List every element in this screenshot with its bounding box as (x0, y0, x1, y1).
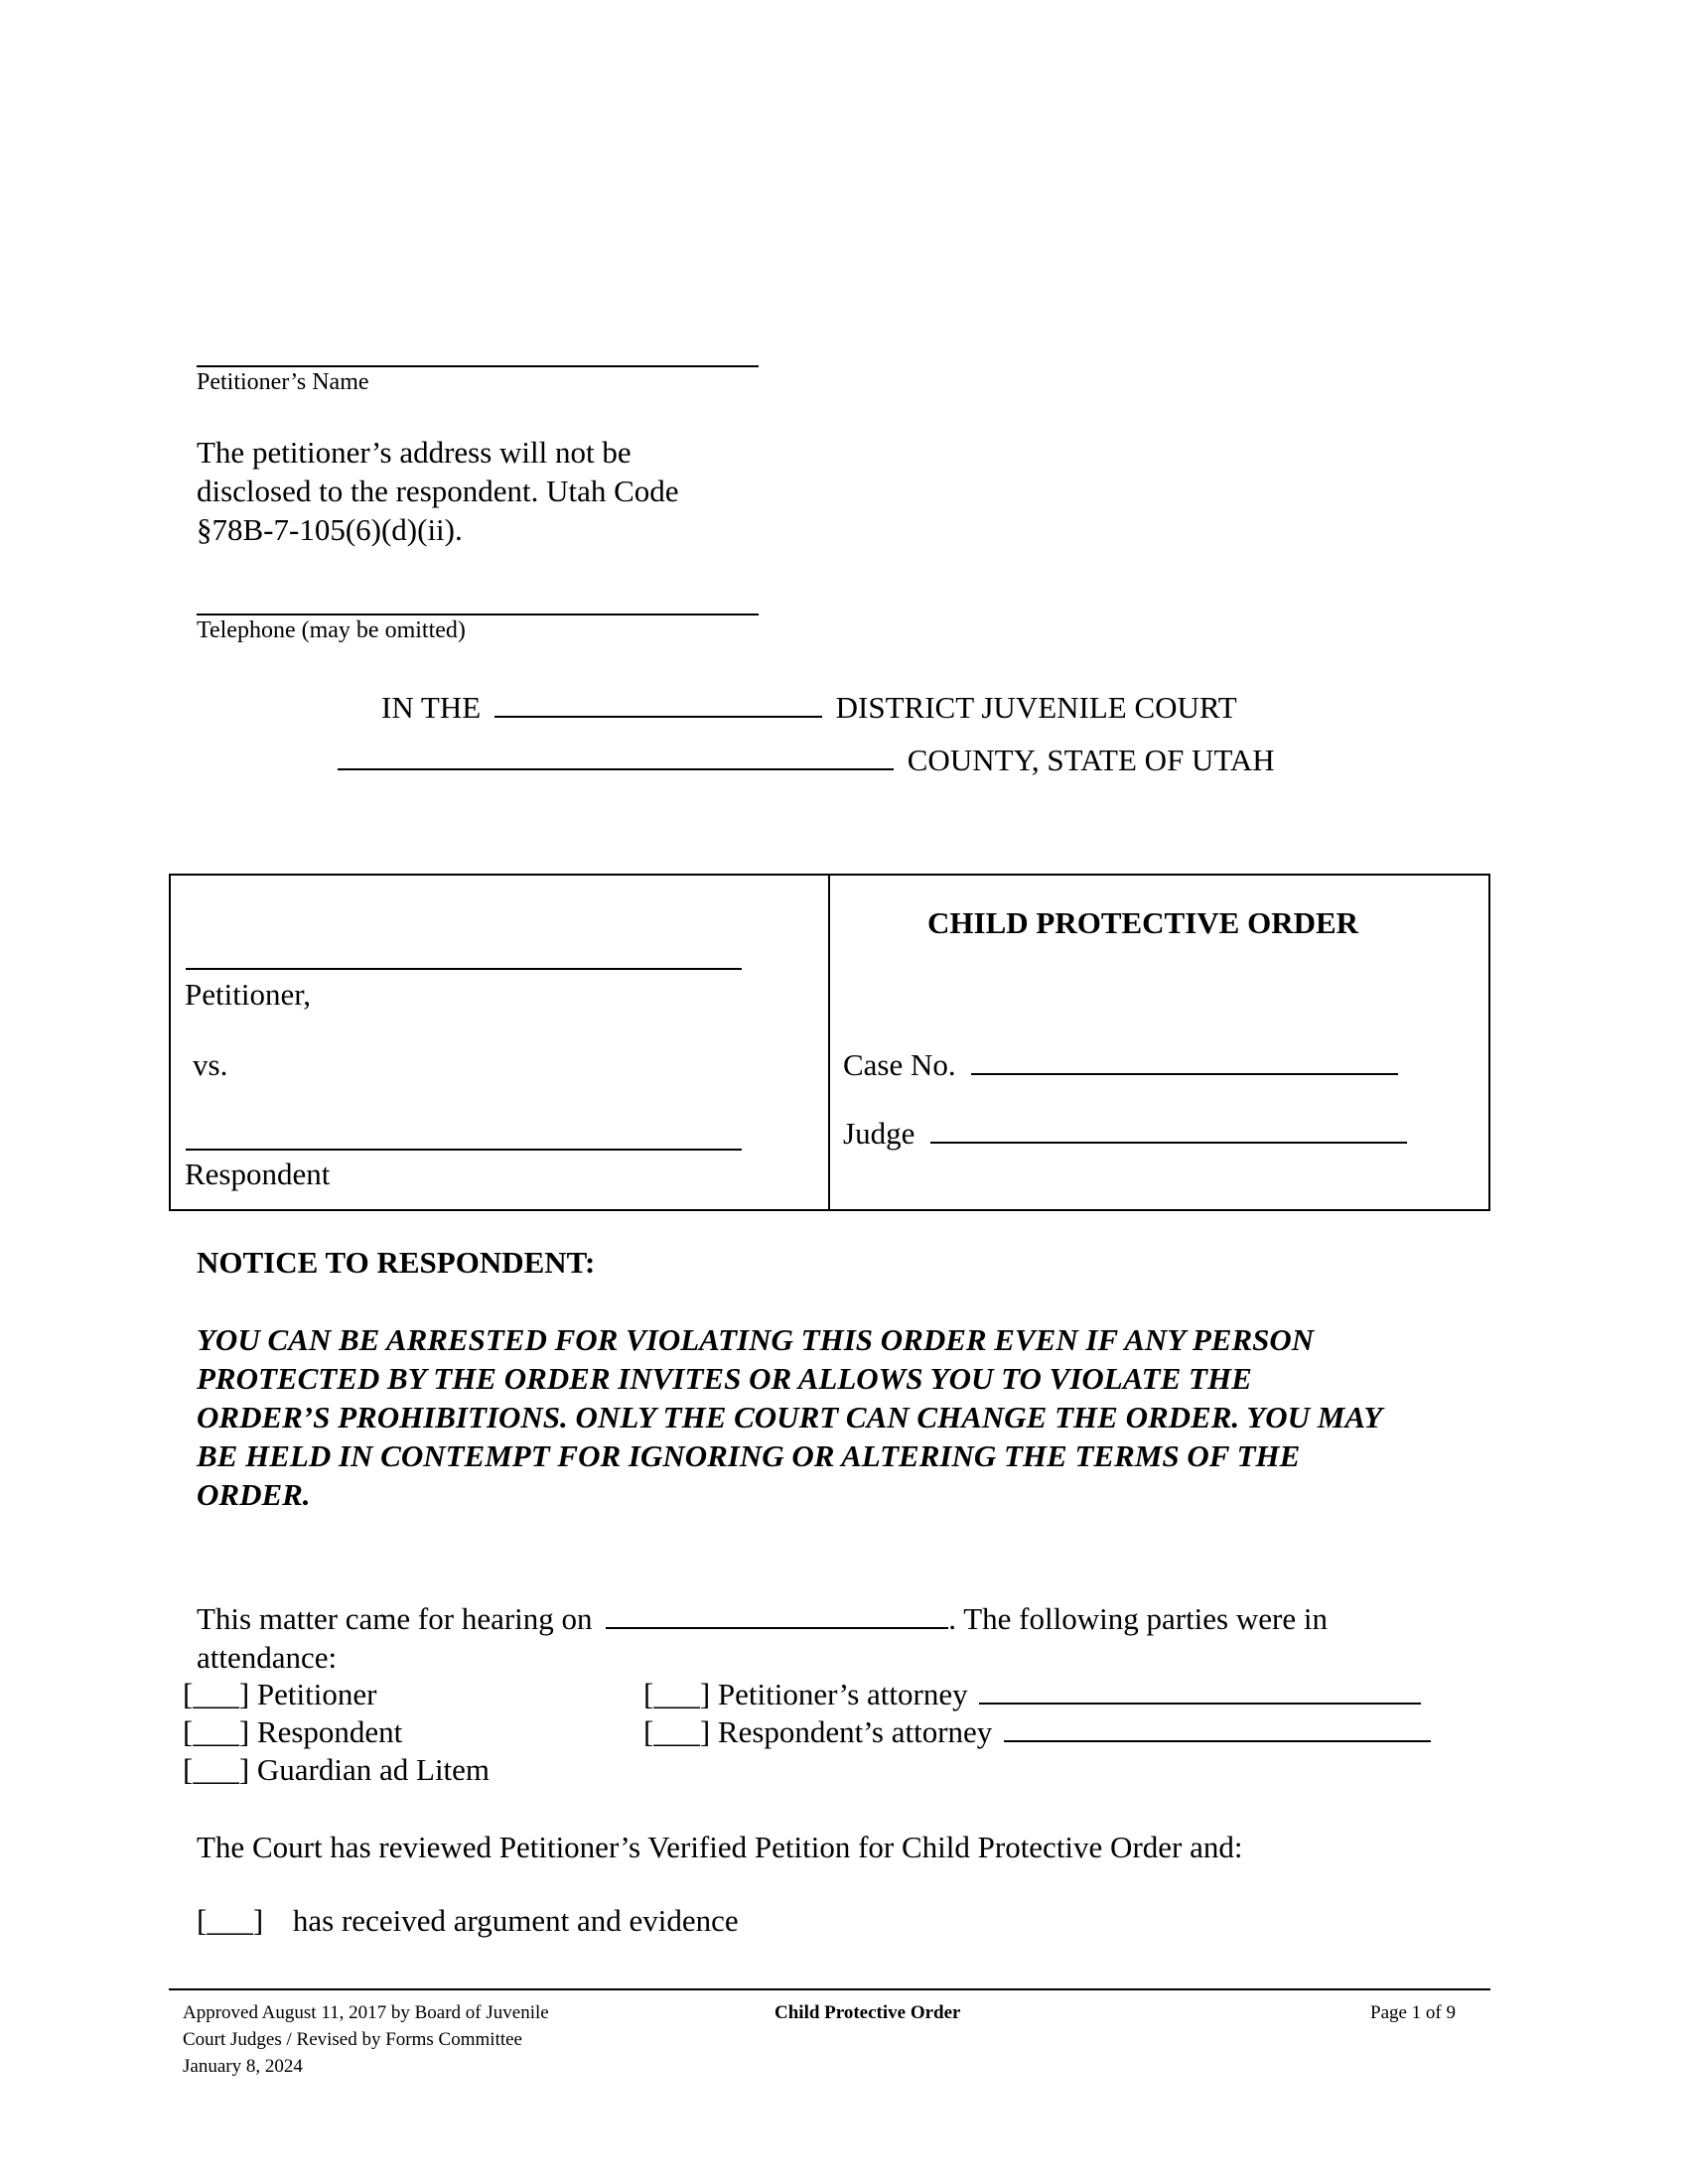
petitioner-caption-line[interactable] (186, 968, 742, 970)
respondent-caption-label: Respondent (185, 1157, 331, 1191)
checkbox[interactable]: [___] (643, 1677, 711, 1711)
attendee-label: Guardian ad Litem (256, 1752, 491, 1787)
address-notice (197, 433, 679, 549)
footer-rule (169, 1988, 1490, 1990)
review-option-argument-evidence[interactable] (197, 1903, 739, 1939)
address-notice-line: disclosed to the respondent. Utah Code (197, 474, 679, 508)
attendee-label: Respondent’s attorney (717, 1714, 993, 1749)
attendee-petitioner[interactable] (183, 1677, 376, 1712)
attendee-petitioners-attorney[interactable] (643, 1677, 1421, 1712)
telephone-line[interactable] (197, 614, 759, 615)
footer-approval (183, 1999, 549, 2080)
petitioner-caption-label: Petitioner, (185, 977, 312, 1012)
court-line-2 (338, 741, 1275, 779)
petitioner-name-label: Petitioner’s Name (197, 369, 369, 395)
footer-approval-line: Approved August 11, 2017 by Board of Juvenile (183, 2002, 549, 2023)
hearing-intro-line-2: attendance: (197, 1640, 338, 1675)
judge-field[interactable] (930, 1142, 1407, 1144)
attendee-label: Respondent (256, 1714, 403, 1749)
hearing-intro-suffix: . The following parties were in (948, 1601, 1328, 1636)
petitioner-name-line[interactable] (197, 365, 759, 367)
hearing-date-field[interactable] (606, 1627, 948, 1629)
case-number-field[interactable] (971, 1073, 1398, 1075)
case-number-row (843, 1045, 1398, 1084)
case-caption-box (169, 874, 1490, 1211)
checkbox[interactable]: [___] (183, 1677, 250, 1711)
footer-approval-line: Court Judges / Revised by Forms Committee (183, 2029, 522, 2050)
notice-warning (197, 1320, 1382, 1514)
attendee-respondent[interactable] (183, 1714, 402, 1750)
hearing-intro-prefix: This matter came for hearing on (197, 1601, 593, 1636)
court-line-1 (381, 688, 1237, 727)
footer-approval-line: January 8, 2024 (183, 2056, 303, 2077)
court-suffix: DISTRICT JUVENILE COURT (835, 690, 1237, 725)
petitioners-attorney-name-field[interactable] (979, 1703, 1421, 1705)
checkbox[interactable]: [___] (643, 1714, 711, 1749)
district-number-blank[interactable] (494, 716, 822, 718)
respondents-attorney-name-field[interactable] (1004, 1740, 1431, 1742)
hearing-intro (197, 1599, 1328, 1677)
case-number-label: Case No. (843, 1047, 956, 1082)
county-blank[interactable] (338, 768, 894, 770)
footer-page-number: Page 1 of 9 (1370, 2002, 1457, 2023)
attendee-respondents-attorney[interactable] (643, 1714, 1431, 1750)
address-notice-line: §78B-7-105(6)(d)(ii). (197, 512, 463, 547)
notice-heading: NOTICE TO RESPONDENT: (197, 1245, 596, 1280)
attendee-label: Petitioner (256, 1677, 377, 1711)
footer-form-title: Child Protective Order (774, 2002, 961, 2023)
attendee-guardian-ad-litem[interactable] (183, 1752, 490, 1788)
warning-line: YOU CAN BE ARRESTED FOR VIOLATING THIS ORDER EVEN IF ANY PERSON (197, 1322, 1315, 1357)
checkbox[interactable]: [___] (183, 1752, 250, 1787)
judge-label: Judge (843, 1116, 915, 1151)
checkbox[interactable]: [___] (197, 1903, 264, 1938)
warning-line: BE HELD IN CONTEMPT FOR IGNORING OR ALTERING THE TERMS OF THE (197, 1438, 1301, 1473)
court-prefix: IN THE (381, 690, 482, 725)
attendee-label: Petitioner’s attorney (717, 1677, 968, 1711)
vs-label: vs. (193, 1047, 228, 1082)
checkbox[interactable]: [___] (183, 1714, 250, 1749)
review-statement: The Court has reviewed Petitioner’s Verified Petition for Child Protective Order and: (197, 1830, 1243, 1864)
warning-line: PROTECTED BY THE ORDER INVITES OR ALLOWS YOU TO VIOLATE THE (197, 1361, 1252, 1396)
respondent-caption-line[interactable] (186, 1149, 742, 1151)
warning-line: ORDER. (197, 1477, 311, 1512)
order-title: CHILD PROTECTIVE ORDER (927, 905, 1359, 940)
warning-line: ORDER’S PROHIBITIONS. ONLY THE COURT CAN CHANGE THE ORDER. YOU MAY (197, 1400, 1383, 1434)
address-notice-line: The petitioner’s address will not be (197, 435, 632, 470)
judge-row (843, 1114, 1407, 1153)
telephone-label: Telephone (may be omitted) (197, 617, 466, 643)
review-option-label: has received argument and evidence (292, 1903, 739, 1938)
caption-divider (828, 876, 830, 1209)
county-suffix: COUNTY, STATE OF UTAH (907, 743, 1275, 777)
